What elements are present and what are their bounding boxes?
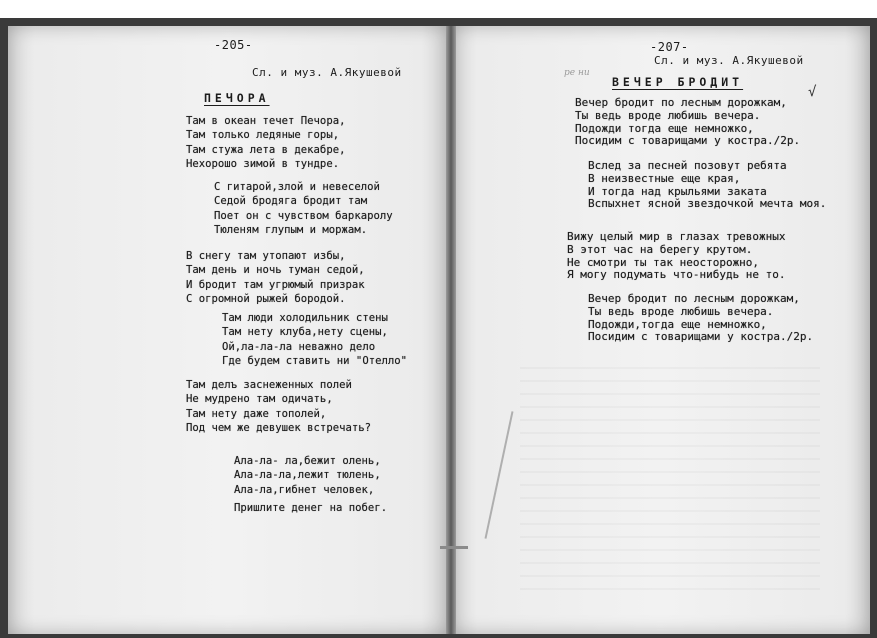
verse-line: Ты ведь вроде любишь вечера. [575,108,761,122]
verse-line: Тюленям глупым и моржам. [214,224,368,237]
left-stanza-6 [234,454,387,516]
verse-line: Подожди тогда еще немножко, [575,121,754,135]
book-gutter [446,26,456,634]
left-stanza-4 [222,311,407,369]
verse-line: Пришлите денег на побег. [234,502,388,515]
right-stanza-4 [588,293,813,344]
verse-line: Не мудрено там одичать, [186,393,333,406]
verse-line: Вечер бродит по лесным дорожкам, [588,292,800,305]
verse-line: Вспыхнет ясной звездочкой мечта моя. [588,197,827,211]
verse-line: Там нету даже тополей, [186,407,327,420]
right-song-title: ВЕЧЕР БРОДИТ [612,75,744,89]
verse-line: Я могу подумать что-нибудь не то. [567,268,786,282]
verse-line: Подожди,тогда еще немножко, [588,317,767,331]
verse-line: Ала-ла-ла,лежит тюлень, [234,469,381,482]
verse-line: Ты ведь вроде любишь вечера. [588,304,774,318]
verse-line: С огромной рыжей бородой. [186,293,346,306]
verse-line: Ой,ла-ла-ла неважно дело [222,340,376,353]
verse-line: Вслед за песней позовут ребята [588,159,787,172]
verse-line: Где будем ставить ни "Отелло" [222,355,407,368]
left-stanza-3 [186,249,365,307]
left-song-credit: Сл. и муз. А.Якушевой [252,66,402,79]
verse-line: Там делъ заснеженных полей [186,379,352,391]
verse-line: Там день и ночь туман седой, [186,264,365,277]
left-stanza-5 [186,378,371,436]
right-stanza-3 [567,231,786,282]
verse-line: В этот час на берегу крутом. [567,242,753,256]
bleed-through-text [520,360,820,590]
verse-line: Посидим с товарищами у костра./2р. [588,330,814,344]
verse-line: Посидим с товарищами у костра./2р. [575,134,801,148]
verse-line: Там нету клуба,нету сцены, [222,326,388,339]
right-stanza-1 [575,97,800,148]
left-page-number: -205- [214,38,253,52]
verse-line: Нехорошо зимой в тундре. [186,158,340,171]
verse-line: И тогда над крыльями заката [588,184,767,198]
verse-line: И бродит там угрюмый призрак [186,278,365,291]
binding-staple [440,546,468,549]
verse-line: Поет он с чувством баркаролу [214,209,393,222]
verse-line: В неизвестные еще края, [588,171,741,185]
verse-line: С гитарой,злой и невеселой [214,181,380,193]
verse-line: Там только ледяные горы, [186,129,340,142]
right-page-number: -207- [650,40,689,54]
verse-line: Ала-ла,гибнет человек, [234,483,375,496]
handwritten-margin-note: ре ни [564,68,590,78]
left-song-title: ПЕЧОРА [204,91,270,105]
verse-line: Там люди холодильник стены [222,312,388,324]
verse-line: Там в океан течет Печора, [186,115,346,127]
verse-line: В снегу там утопают избы, [186,250,346,262]
verse-line: Ала-ла- ла,бежит олень, [234,455,381,467]
verse-line: Седой бродяга бродит там [214,195,368,208]
right-song-credit: Сл. и муз. А.Якушевой [654,54,804,67]
verse-line: Вижу целый мир в глазах тревожных [567,230,786,243]
pencil-check-mark: √ [808,84,817,100]
verse-line: Там стужа лета в декабре, [186,143,346,156]
right-stanza-2 [588,160,826,211]
left-stanza-2 [214,180,393,238]
left-stanza-1 [186,114,345,172]
verse-line: Не смотри ты так неосторожно, [567,255,760,269]
verse-line: Под чем же девушек встречать? [186,422,371,435]
verse-line: Вечер бродит по лесным дорожкам, [575,96,787,109]
